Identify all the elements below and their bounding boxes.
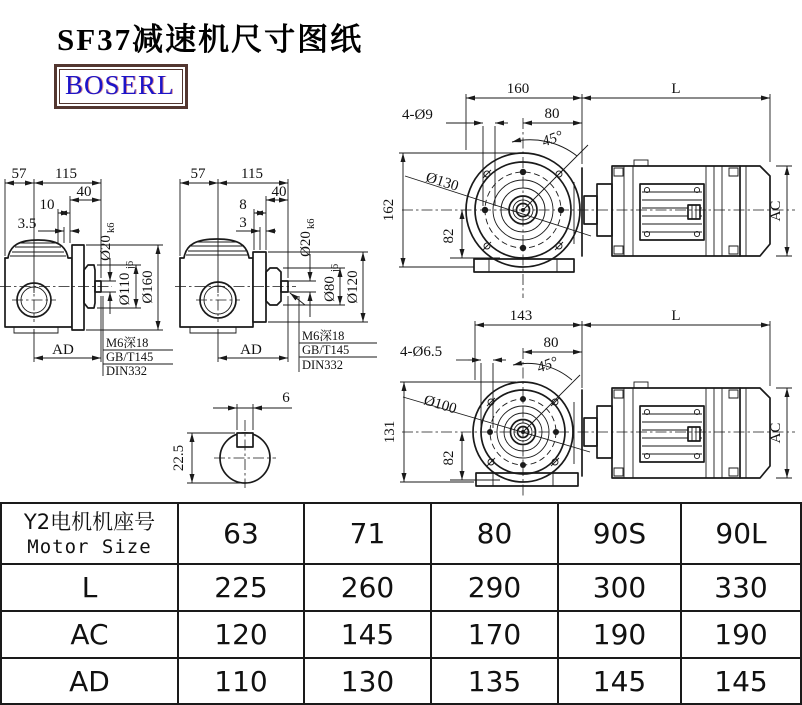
- dim-162-label: 162: [381, 198, 397, 222]
- dim2-40-label: 40: [271, 184, 287, 200]
- note1-line3: DIN332: [106, 364, 147, 378]
- dim-82-label-2: 82: [441, 450, 457, 466]
- note2-line2: GB/T145: [302, 343, 350, 357]
- dim-angle-1: 45°: [540, 128, 566, 151]
- cell-AC-71: 145: [304, 611, 431, 658]
- dim-57-label: 57: [11, 166, 27, 182]
- dim-spigot-dia-2: [322, 264, 341, 302]
- note2-line1: M6深18: [302, 329, 345, 343]
- table-row-AD: [1, 658, 801, 704]
- cell-L-90L: 330: [681, 564, 801, 611]
- col-90L: 90L: [681, 503, 801, 564]
- dim-ad-label-2: AD: [240, 342, 262, 358]
- row-label-L: L: [1, 564, 178, 611]
- dim-keyway-width: 6: [282, 390, 290, 406]
- logo-text: BOSERL: [65, 70, 175, 100]
- side-view-1: [0, 166, 173, 378]
- dim-flange-dia-2: [345, 270, 361, 303]
- dim-holes-label-2: 4-Ø6.5: [400, 344, 443, 360]
- cell-AD-90L: 145: [681, 658, 801, 704]
- dim-L-label-1: L: [671, 81, 681, 97]
- dim-143-label: 143: [509, 308, 533, 324]
- dim-160-label: 160: [506, 81, 530, 97]
- cell-L-63: 225: [178, 564, 304, 611]
- svg-text:j6: j6: [330, 263, 341, 272]
- svg-text:22.5: 22.5: [171, 444, 187, 472]
- note1-line1: M6深18: [106, 336, 149, 350]
- dimension-table: [0, 502, 802, 705]
- table-header-motor-size: [1, 503, 178, 564]
- cell-AD-90S: 145: [558, 658, 681, 704]
- table-header-row: [1, 503, 801, 564]
- dim-spigot-dia-1: [117, 261, 136, 306]
- cell-AC-90L: 190: [681, 611, 801, 658]
- motor-size-label-en: Motor Size: [27, 535, 152, 558]
- note1-line2: GB/T145: [106, 350, 154, 364]
- dim2-57-label: 57: [190, 166, 206, 182]
- dim-shaft-dia-2: [298, 219, 317, 257]
- cell-L-90S: 300: [558, 564, 681, 611]
- dim-holes-label-1: 4-Ø9: [402, 107, 433, 123]
- col-90S: 90S: [558, 503, 681, 564]
- dim-L-label-2: L: [671, 308, 681, 324]
- boserl-logo: [54, 64, 188, 109]
- col-63: 63: [178, 503, 304, 564]
- front-view-2: [382, 308, 795, 498]
- dim-flange-dia-fv1: Ø130: [423, 169, 461, 195]
- dim-angle-2: 45°: [535, 354, 561, 377]
- row-label-AD: AD: [1, 658, 178, 704]
- dim-80-label-2: 80: [543, 335, 559, 351]
- logo-inner-frame: [59, 69, 183, 104]
- dim-ad-label-1: AD: [52, 342, 74, 358]
- dim-shaft-depth: [171, 445, 187, 471]
- dim-40-label: 40: [76, 184, 92, 200]
- cell-AC-90S: 190: [558, 611, 681, 658]
- svg-text:k6: k6: [106, 222, 117, 233]
- front-view-1: [381, 81, 795, 298]
- svg-text:Ø20: Ø20: [98, 235, 114, 261]
- svg-text:Ø20: Ø20: [298, 231, 314, 257]
- cell-L-80: 290: [431, 564, 558, 611]
- cell-L-71: 260: [304, 564, 431, 611]
- dim-131-label: 131: [382, 420, 398, 444]
- dim-ac-label-1: AC: [768, 200, 784, 222]
- svg-text:k6: k6: [306, 218, 317, 229]
- motor-size-label-cn: Y2电机机座号: [23, 509, 156, 534]
- dim-10-label: 10: [39, 197, 55, 213]
- dim-flange-dia-1: [140, 270, 156, 303]
- cell-AD-80: 135: [431, 658, 558, 704]
- svg-text:j6: j6: [125, 260, 136, 269]
- shaft-section-view: [171, 390, 292, 488]
- dim-115-label: 115: [55, 166, 77, 182]
- page-title: SF37减速机尺寸图纸: [57, 22, 364, 57]
- table-row-AC: [1, 611, 801, 658]
- dim-flange-dia-fv2: Ø100: [421, 392, 459, 418]
- note2-line3: DIN332: [302, 358, 343, 372]
- svg-text:Ø80: Ø80: [322, 276, 338, 302]
- col-71: 71: [304, 503, 431, 564]
- svg-text:Ø110: Ø110: [117, 272, 133, 306]
- table-row-L: [1, 564, 801, 611]
- svg-text:Ø160: Ø160: [140, 270, 156, 304]
- cell-AC-63: 120: [178, 611, 304, 658]
- svg-text:Ø120: Ø120: [345, 270, 361, 304]
- cell-AC-80: 170: [431, 611, 558, 658]
- dim-ac-label-2: AC: [768, 422, 784, 444]
- dim2-115-label: 115: [241, 166, 263, 182]
- col-80: 80: [431, 503, 558, 564]
- cell-AD-71: 130: [304, 658, 431, 704]
- dim2-3-label: 3: [239, 215, 247, 231]
- dim2-8-label: 8: [239, 197, 247, 213]
- row-label-AC: AC: [1, 611, 178, 658]
- side-view-2: [175, 166, 377, 372]
- cell-AD-63: 110: [178, 658, 304, 704]
- dim-80-label-1: 80: [544, 106, 560, 122]
- dim-3-5-label: 3.5: [17, 216, 37, 232]
- dim-82-label-1: 82: [441, 228, 457, 244]
- motor-side-view: [584, 160, 770, 256]
